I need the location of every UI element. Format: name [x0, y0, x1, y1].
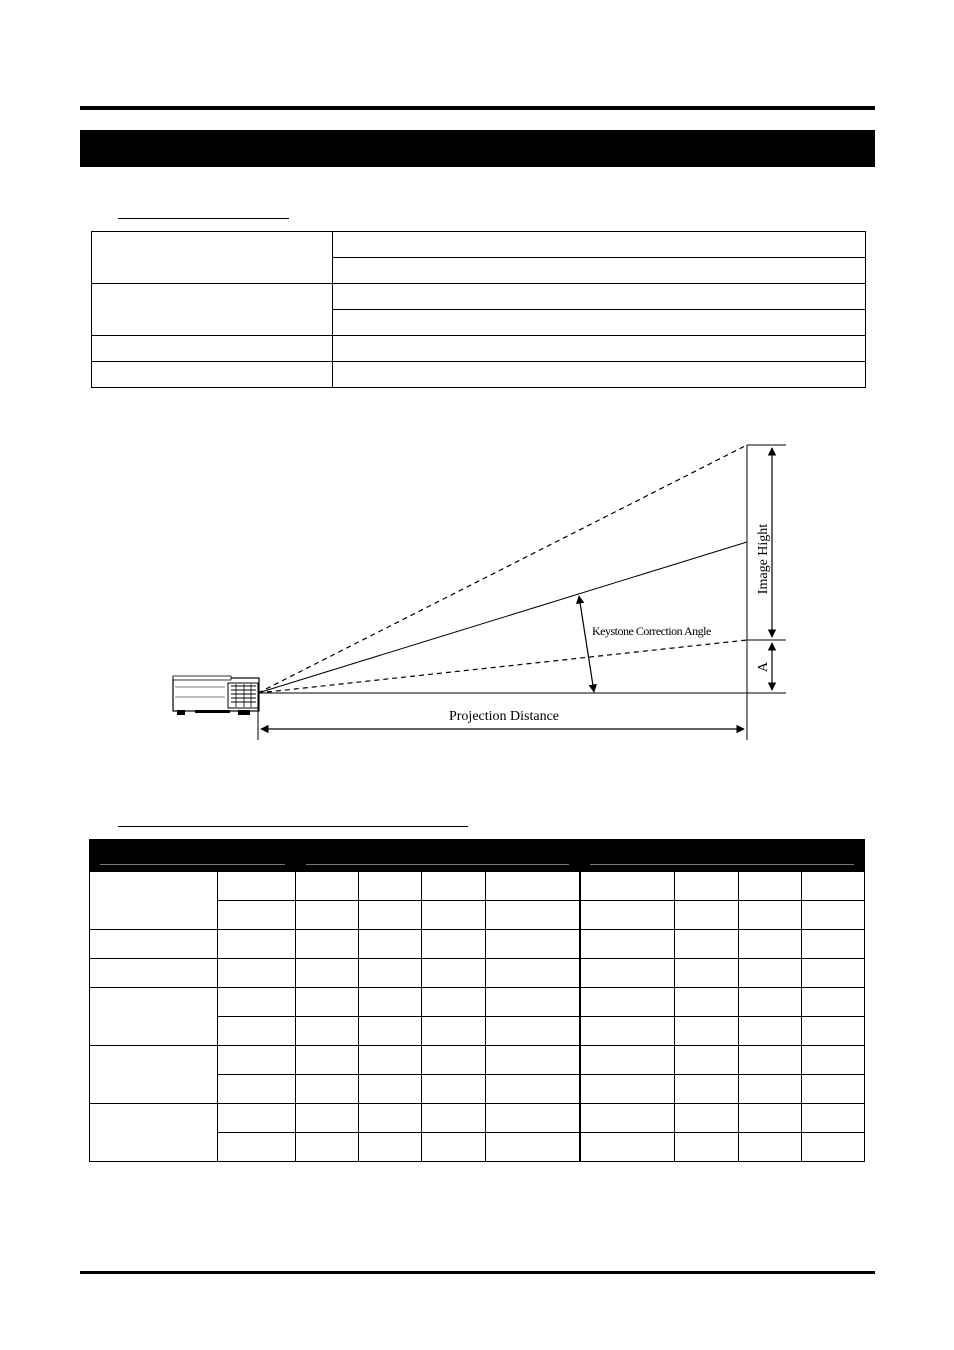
- table-cell: [801, 1046, 864, 1075]
- table-cell: [90, 1104, 218, 1162]
- table-cell: [485, 1046, 580, 1075]
- table-cell: [359, 988, 422, 1017]
- table-cell: [675, 959, 738, 988]
- table-cell: [580, 930, 675, 959]
- table-cell: [801, 1075, 864, 1104]
- table-cell: [296, 1104, 359, 1133]
- table-cell: [422, 988, 485, 1017]
- keystone-angle-arc: [579, 596, 594, 692]
- table-cell: [801, 930, 864, 959]
- table-cell: [675, 1075, 738, 1104]
- table-cell: [218, 901, 296, 930]
- table-cell: [675, 1017, 738, 1046]
- table-cell: [801, 959, 864, 988]
- table-cell: [485, 1104, 580, 1133]
- table-cell: [738, 930, 801, 959]
- table-cell: [485, 901, 580, 930]
- projector-icon: [173, 676, 259, 715]
- table-cell: [801, 872, 864, 901]
- offset-a-label: A: [756, 661, 771, 673]
- table-cell: [296, 1133, 359, 1162]
- table-cell: [296, 872, 359, 901]
- table-cell: [675, 872, 738, 901]
- table-cell: [485, 930, 580, 959]
- table-cell: [422, 1046, 485, 1075]
- table-cell: [422, 872, 485, 901]
- table-cell: [422, 901, 485, 930]
- table-cell: [580, 1133, 675, 1162]
- table-cell: [580, 1046, 675, 1075]
- table-cell: [359, 959, 422, 988]
- distance-table: [89, 839, 865, 1162]
- table-cell: [738, 901, 801, 930]
- table-row: [90, 959, 865, 988]
- table-row: [90, 930, 865, 959]
- table-cell: [296, 988, 359, 1017]
- table-cell: [296, 930, 359, 959]
- table-subheading-underline: [118, 826, 468, 827]
- table-cell: [738, 959, 801, 988]
- table-cell: [580, 1075, 675, 1104]
- table-cell: [359, 1104, 422, 1133]
- table-cell: [218, 872, 296, 901]
- table-cell: [422, 1017, 485, 1046]
- table-cell: [580, 840, 865, 872]
- table-cell: [296, 1075, 359, 1104]
- table-cell: [675, 1133, 738, 1162]
- lower-ray-dashed: [258, 640, 747, 693]
- table-cell: [90, 872, 218, 930]
- table-cell: [218, 930, 296, 959]
- table-cell: [580, 959, 675, 988]
- table-cell: [218, 1017, 296, 1046]
- table-cell: [485, 1075, 580, 1104]
- table-cell: [801, 1104, 864, 1133]
- table-cell: [359, 872, 422, 901]
- table-cell: [675, 1046, 738, 1075]
- table-cell: [296, 1046, 359, 1075]
- table-row: [90, 1104, 865, 1133]
- table-cell: [90, 959, 218, 988]
- table-cell: [485, 1017, 580, 1046]
- table-cell: [738, 1017, 801, 1046]
- table-cell: [359, 1046, 422, 1075]
- table-cell: [422, 1075, 485, 1104]
- table-cell: [738, 1046, 801, 1075]
- table-cell: [675, 988, 738, 1017]
- keystone-angle-label: Keystone Correction Angle: [592, 624, 711, 638]
- image-height-label: Image Hight: [756, 523, 771, 595]
- table-cell: [580, 988, 675, 1017]
- table-cell: [738, 988, 801, 1017]
- table-cell: [296, 959, 359, 988]
- table-cell: [218, 959, 296, 988]
- table-cell: [738, 1133, 801, 1162]
- table-cell: [738, 872, 801, 901]
- table-cell: [580, 901, 675, 930]
- table-cell: [801, 1017, 864, 1046]
- table-cell: [422, 959, 485, 988]
- table-cell: [296, 901, 359, 930]
- table-cell: [359, 930, 422, 959]
- table-row: [90, 872, 865, 901]
- table-cell: [738, 1075, 801, 1104]
- table-cell: [218, 1104, 296, 1133]
- table-cell: [675, 901, 738, 930]
- table-row: [90, 988, 865, 1017]
- table-cell: [218, 1046, 296, 1075]
- table-cell: [422, 930, 485, 959]
- table-cell: [485, 872, 580, 901]
- upper-ray-dashed: [258, 445, 747, 693]
- table-row: [90, 1046, 865, 1075]
- center-ray: [258, 542, 747, 693]
- table-cell: [90, 988, 218, 1046]
- table-cell: [359, 1075, 422, 1104]
- table-cell: [485, 1133, 580, 1162]
- table-cell: [422, 1133, 485, 1162]
- table-cell: [90, 930, 218, 959]
- table-cell: [675, 930, 738, 959]
- table-cell: [359, 1133, 422, 1162]
- table-cell: [675, 1104, 738, 1133]
- table-cell: [90, 1046, 218, 1104]
- table-cell: [359, 901, 422, 930]
- bottom-rule: [80, 1271, 875, 1274]
- table-cell: [485, 988, 580, 1017]
- table-cell: [801, 901, 864, 930]
- table-cell: [218, 988, 296, 1017]
- table-cell: [296, 1017, 359, 1046]
- table-cell: [422, 1104, 485, 1133]
- table-cell: [580, 872, 675, 901]
- table-cell: [580, 1104, 675, 1133]
- table-cell: [801, 1133, 864, 1162]
- projection-distance-label: Projection Distance: [448, 709, 560, 724]
- table-cell: [738, 1104, 801, 1133]
- table-cell: [90, 840, 296, 872]
- table-cell: [801, 988, 864, 1017]
- table-cell: [359, 1017, 422, 1046]
- table-header-row: [90, 840, 865, 872]
- table-cell: [580, 1017, 675, 1046]
- table-cell: [218, 1133, 296, 1162]
- table-cell: [296, 840, 580, 872]
- table-cell: [485, 959, 580, 988]
- table-cell: [218, 1075, 296, 1104]
